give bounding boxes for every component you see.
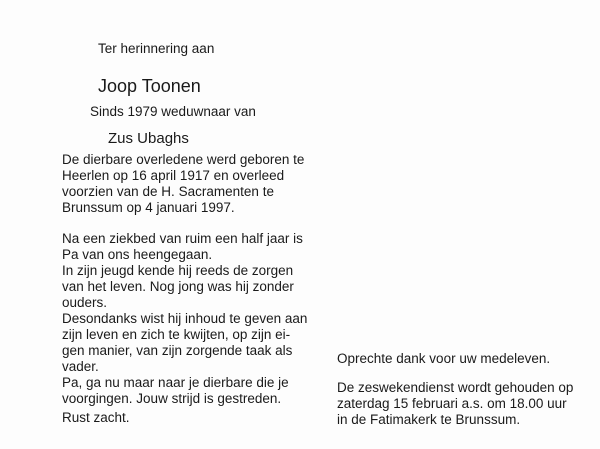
biography-paragraph <box>62 152 305 216</box>
poem-line: gen manier, van zijn zorgende taak als <box>62 343 293 358</box>
bio-line: Heerlen op 16 april 1917 en overleed <box>62 168 285 183</box>
poem-part-1 <box>62 231 308 407</box>
bio-line: De dierbare overledene werd geboren te <box>62 152 305 167</box>
bio-line: voorzien van de H. Sacramenten te <box>62 184 274 199</box>
service-line: in de Fatimakerk te Brunssum. <box>337 412 521 427</box>
service-paragraph <box>337 380 574 428</box>
poem-line: zijn leven en zich te kwijten, op zijn ei- <box>62 327 291 342</box>
intro-text: Ter herinnering aan <box>98 41 215 56</box>
bio-line: Brunssum op 4 januari 1997. <box>62 200 235 215</box>
widower-text: Sinds 1979 weduwnaar van <box>90 104 256 119</box>
poem-line: Na een ziekbed van ruim een half jaar is <box>62 231 303 246</box>
thanks-text <box>337 351 550 367</box>
poem-line: voorgingen. Jouw strijd is gestreden. <box>62 391 282 406</box>
poem-line: In zijn jeugd kende hij reeds de zorgen <box>62 263 294 278</box>
closing-line: Rust zacht. <box>62 410 130 425</box>
poem-line: vader. <box>62 359 99 374</box>
poem-line: Pa van ons heengegaan. <box>62 247 213 262</box>
service-line: zaterdag 15 februari a.s. om 18.00 uur <box>337 396 567 411</box>
poem-line: van het leven. Nog jong was hij zonder <box>62 279 294 294</box>
poem-line: ouders. <box>62 295 108 310</box>
poem-line: Desondanks wist hij inhoud te geven aan <box>62 311 308 326</box>
service-line: De zeswekendienst wordt gehouden op <box>337 380 574 395</box>
poem-line: Pa, ga nu maar naar je dierbare die je <box>62 375 289 390</box>
thanks-line: Oprechte dank voor uw medeleven. <box>337 351 551 366</box>
spouse-name: Zus Ubaghs <box>108 130 189 147</box>
deceased-name: Joop Toonen <box>98 76 201 96</box>
